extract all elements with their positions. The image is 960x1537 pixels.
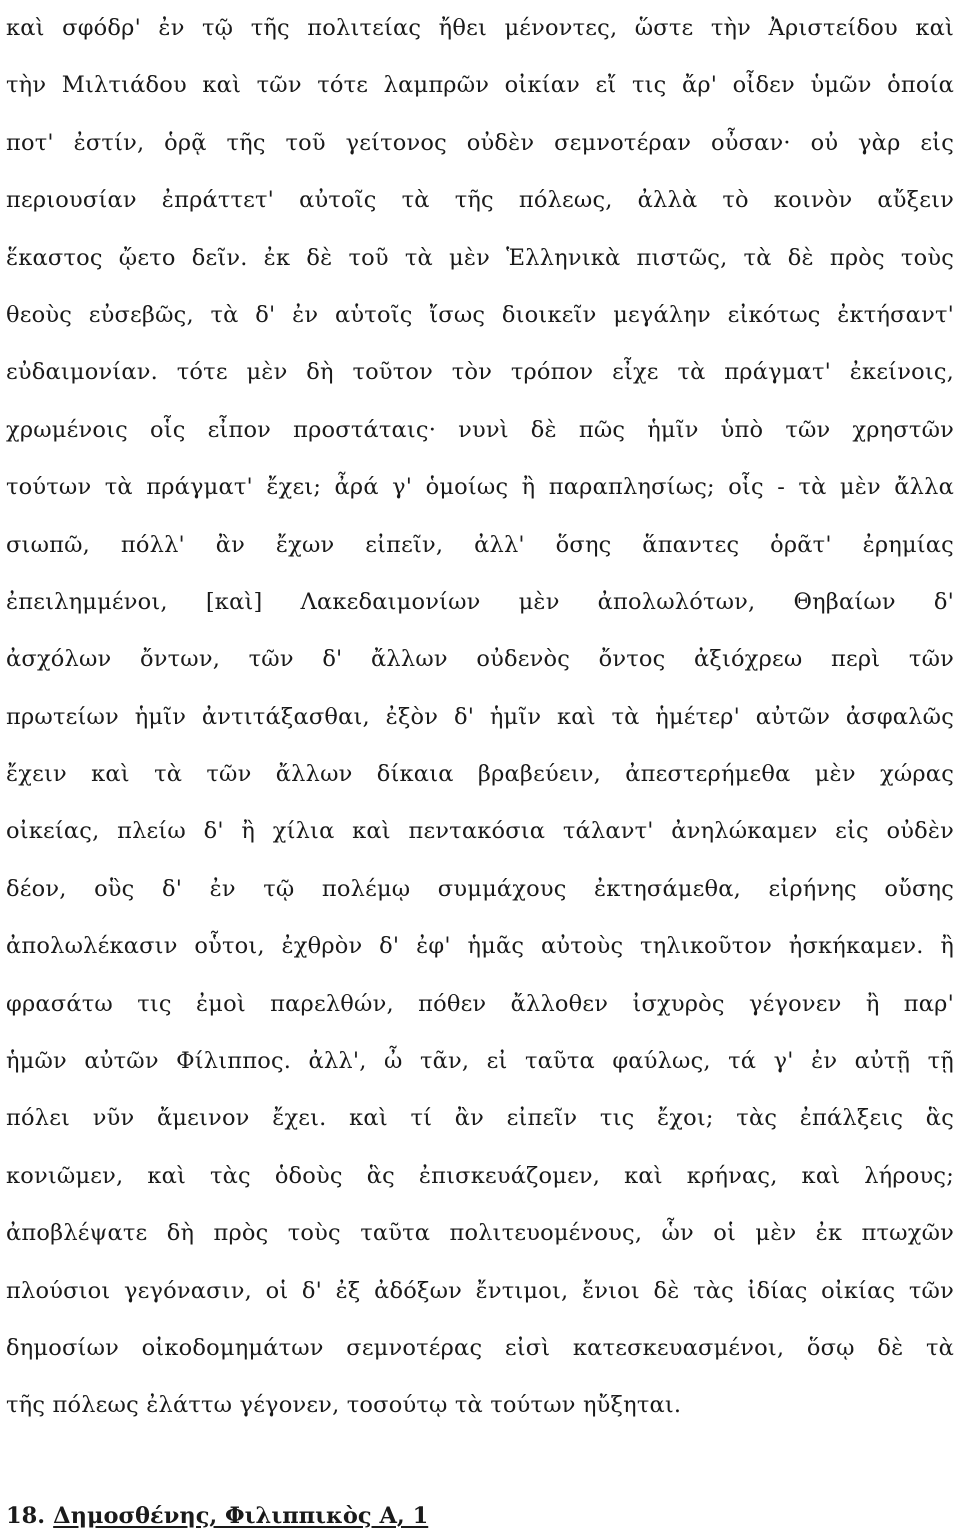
citation-source: Δημοσθένης, Φιλιππικὸς Α, 1 xyxy=(53,1503,429,1529)
passage-line: δέον, οὓς δ' ἐν τῷ πολέμῳ συμμάχους ἐκτησάμεθα, εἰρήνης οὔσης xyxy=(6,875,954,902)
passage-line: ἔχειν καὶ τὰ τῶν ἄλλων δίκαια βραβεύειν, ἀπεστερήμεθα μὲν χώρας xyxy=(6,761,954,788)
passage-line: ἀπολωλέκασιν οὗτοι, ἐχθρὸν δ' ἐφ' ἡμᾶς αὐτοὺς τηλικοῦτον ἠσκήκαμεν. ἢ xyxy=(6,933,954,960)
passage-line: ἀποβλέψατε δὴ πρὸς τοὺς ταῦτα πολιτευομένους, ὧν οἱ μὲν ἐκ πτωχῶν xyxy=(6,1220,954,1247)
greek-passage xyxy=(6,0,954,1435)
passage-line: κονιῶμεν, καὶ τὰς ὁδοὺς ἃς ἐπισκευάζομεν, καὶ κρήνας, καὶ λήρους; xyxy=(6,1162,954,1189)
source-citation xyxy=(6,1496,428,1536)
passage-line: σιωπῶ, πόλλ' ἂν ἔχων εἰπεῖν, ἀλλ' ὅσης ἅπαντες ὁρᾶτ' ἐρημίας xyxy=(6,531,954,558)
passage-line: χρωμένοις οἷς εἶπον προστάταις· νυνὶ δὲ πῶς ἡμῖν ὑπὸ τῶν χρηστῶν xyxy=(6,416,954,443)
passage-line: καὶ σφόδρ' ἐν τῷ τῆς πολιτείας ἤθει μένοντες, ὥστε τὴν Ἀριστείδου καὶ xyxy=(6,15,954,41)
citation-number: 18. xyxy=(6,1503,46,1529)
passage-line: οἰκείας, πλείω δ' ἢ χίλια καὶ πεντακόσια τάλαντ' ἀνηλώκαμεν εἰς οὐδὲν xyxy=(6,818,954,845)
passage-line: ποτ' ἐστίν, ὁρᾷ τῆς τοῦ γείτονος οὐδὲν σεμνοτέραν οὖσαν· οὐ γὰρ εἰς xyxy=(6,129,954,156)
passage-line: ἡμῶν αὐτῶν Φίλιππος. ἀλλ', ὦ τᾶν, εἰ ταῦτα φαύλως, τά γ' ἐν αὐτῇ τῇ xyxy=(6,1048,954,1075)
passage-line: πλούσιοι γεγόνασιν, οἱ δ' ἐξ ἀδόξων ἔντιμοι, ἔνιοι δὲ τὰς ἰδίας οἰκίας τῶν xyxy=(6,1277,954,1304)
passage-line: εὐδαιμονίαν. τότε μὲν δὴ τοῦτον τὸν τρόπον εἶχε τὰ πράγματ' ἐκείνοις, xyxy=(6,359,954,386)
passage-line: ἕκαστος ᾤετο δεῖν. ἐκ δὲ τοῦ τὰ μὲν Ἑλληνικὰ πιστῶς, τὰ δὲ πρὸς τοὺς xyxy=(6,244,954,271)
passage-line: τούτων τὰ πράγματ' ἔχει; ἆρά γ' ὁμοίως ἢ παραπλησίως; οἷς - τὰ μὲν ἄλλα xyxy=(6,474,954,501)
passage-line: ἐπειλημμένοι, [καὶ] Λακεδαιμονίων μὲν ἀπολωλότων, Θηβαίων δ' xyxy=(6,588,954,615)
passage-line-last: τῆς πόλεως ἐλάττω γέγονεν, τοσούτῳ τὰ τούτων ηὔξηται. xyxy=(6,1392,682,1419)
passage-line: πόλει νῦν ἄμεινον ἔχει. καὶ τί ἂν εἰπεῖν τις ἔχοι; τὰς ἐπάλξεις ἃς xyxy=(6,1105,954,1132)
passage-line: περιουσίαν ἐπράττετ' αὐτοῖς τὰ τῆς πόλεως, ἀλλὰ τὸ κοινὸν αὔξειν xyxy=(6,187,954,214)
passage-line: τὴν Μιλτιάδου καὶ τῶν τότε λαμπρῶν οἰκίαν εἴ τις ἄρ' οἶδεν ὑμῶν ὁποία xyxy=(6,72,954,99)
passage-line: ἀσχόλων ὄντων, τῶν δ' ἄλλων οὐδενὸς ὄντος ἀξιόχρεω περὶ τῶν xyxy=(6,646,954,673)
passage-line: θεοὺς εὐσεβῶς, τὰ δ' ἐν αὑτοῖς ἴσως διοικεῖν μεγάλην εἰκότως ἐκτήσαντ' xyxy=(6,301,954,328)
passage-line: δημοσίων οἰκοδομημάτων σεμνοτέρας εἰσὶ κατεσκευασμένοι, ὅσῳ δὲ τὰ xyxy=(6,1334,954,1361)
passage-line: πρωτείων ἡμῖν ἀντιτάξασθαι, ἐξὸν δ' ἡμῖν καὶ τὰ ἡμέτερ' αὐτῶν ἀσφαλῶς xyxy=(6,703,954,730)
passage-line: φρασάτω τις ἐμοὶ παρελθών, πόθεν ἄλλοθεν ἰσχυρὸς γέγονεν ἢ παρ' xyxy=(6,990,954,1017)
